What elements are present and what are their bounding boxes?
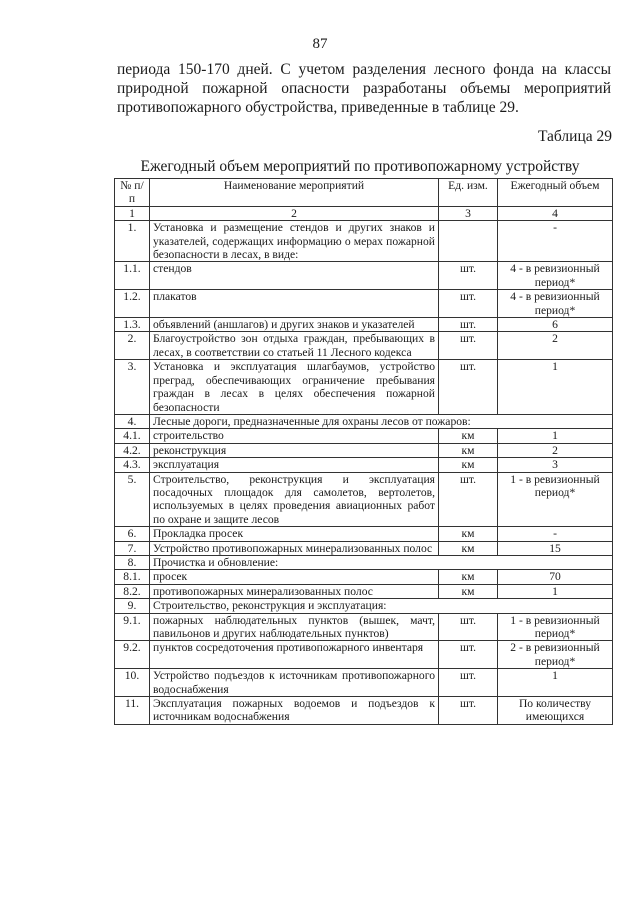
row-number-cell: 1. xyxy=(115,221,150,262)
row-unit-cell: км xyxy=(439,570,498,584)
row-unit-cell: шт. xyxy=(439,332,498,360)
row-number-cell: 3. xyxy=(115,360,150,415)
row-number-cell: 8. xyxy=(115,555,150,569)
column-number-cell: 3 xyxy=(439,206,498,220)
table-row xyxy=(115,414,613,428)
row-name-cell: противопожарных минерализованных полос xyxy=(150,584,439,598)
row-name-cell: Прочистка и обновление: xyxy=(150,555,613,569)
row-name-cell: пожарных наблюдательных пунктов (вышек, мачт, павильонов и других наблюдательных пунктов) xyxy=(150,613,439,641)
row-name-cell: Строительство, реконструкция и эксплуатация: xyxy=(150,599,613,613)
row-unit-cell: км xyxy=(439,458,498,472)
row-unit-cell: км xyxy=(439,541,498,555)
row-volume-cell: 1 xyxy=(498,669,613,697)
row-unit-cell: шт. xyxy=(439,641,498,669)
table-row xyxy=(115,221,613,262)
row-volume-cell: 4 - в ревизионный период* xyxy=(498,262,613,290)
row-volume-cell: 1 - в ревизионный период* xyxy=(498,472,613,527)
row-number-cell: 8.2. xyxy=(115,584,150,598)
intro-text: периода 150-170 дней. С учетом разделения лесного фонда на классы природной пожарной опасности разработаны объемы мероприятий противопожарного обустройства, приведенные в таблице 29. xyxy=(117,61,611,116)
table-row xyxy=(115,599,613,613)
column-number-cell: 1 xyxy=(115,206,150,220)
row-volume-cell: 2 xyxy=(498,332,613,360)
table-row xyxy=(115,669,613,697)
header-cell-volume: Ежегодный объем xyxy=(498,179,613,207)
page-number: 87 xyxy=(312,36,328,52)
row-name-cell: Установка и размещение стендов и других знаков и указателей, содержащих информацию о мерах пожарной безопасности в лесах, в виде: xyxy=(150,221,439,262)
row-volume-cell: 2 xyxy=(498,443,613,457)
row-name-cell: объявлений (аншлагов) и других знаков и указателей xyxy=(150,318,439,332)
row-number-cell: 4. xyxy=(115,414,150,428)
row-volume-cell: - xyxy=(498,221,613,262)
row-unit-cell: км xyxy=(439,429,498,443)
row-name-cell: Прокладка просек xyxy=(150,527,439,541)
row-name-cell: просек xyxy=(150,570,439,584)
header-cell-num: № п/п xyxy=(115,179,150,207)
table-row xyxy=(115,290,613,318)
row-number-cell: 8.1. xyxy=(115,570,150,584)
table-row xyxy=(115,584,613,598)
row-number-cell: 10. xyxy=(115,669,150,697)
row-number-cell: 4.3. xyxy=(115,458,150,472)
row-name-cell: плакатов xyxy=(150,290,439,318)
row-number-cell: 6. xyxy=(115,527,150,541)
row-volume-cell: 2 - в ревизионный период* xyxy=(498,641,613,669)
row-volume-cell: 70 xyxy=(498,570,613,584)
table-title: Ежегодный объем мероприятий по противопожарному устройству xyxy=(140,158,580,175)
row-volume-cell: 1 - в ревизионный период* xyxy=(498,613,613,641)
row-unit-cell: шт. xyxy=(439,262,498,290)
row-name-cell: Благоустройство зон отдыха граждан, пребывающих в лесах, в соответствии со статьей 11 Лесного кодекса xyxy=(150,332,439,360)
row-name-cell: Устройство подъездов к источникам противопожарного водоснабжения xyxy=(150,669,439,697)
row-name-cell: Эксплуатация пожарных водоемов и подъездов к источникам водоснабжения xyxy=(150,697,439,725)
row-volume-cell: 1 xyxy=(498,429,613,443)
row-name-cell: Устройство противопожарных минерализованных полос xyxy=(150,541,439,555)
table-row xyxy=(115,360,613,415)
row-unit-cell: шт. xyxy=(439,613,498,641)
table-row xyxy=(115,332,613,360)
row-number-cell: 9.2. xyxy=(115,641,150,669)
table-row xyxy=(115,641,613,669)
row-number-cell: 9. xyxy=(115,599,150,613)
table-row xyxy=(115,458,613,472)
header-cell-unit: Ед. изм. xyxy=(439,179,498,207)
row-name-cell: Лесные дороги, предназначенные для охраны лесов от пожаров: xyxy=(150,414,613,428)
row-number-cell: 7. xyxy=(115,541,150,555)
table-row xyxy=(115,262,613,290)
row-volume-cell: 15 xyxy=(498,541,613,555)
row-unit-cell: шт. xyxy=(439,697,498,725)
column-number-cell: 2 xyxy=(150,206,439,220)
table-label: Таблица 29 xyxy=(537,128,612,145)
row-name-cell: эксплуатация xyxy=(150,458,439,472)
column-number-cell: 4 xyxy=(498,206,613,220)
row-unit-cell: шт. xyxy=(439,290,498,318)
table-row xyxy=(115,555,613,569)
intro-paragraph xyxy=(117,60,611,117)
table-row xyxy=(115,697,613,725)
row-volume-cell: 6 xyxy=(498,318,613,332)
row-name-cell: реконструкция xyxy=(150,443,439,457)
column-number-row xyxy=(115,206,613,220)
row-number-cell: 5. xyxy=(115,472,150,527)
row-unit-cell: шт. xyxy=(439,669,498,697)
row-number-cell: 11. xyxy=(115,697,150,725)
row-unit-cell: км xyxy=(439,443,498,457)
header-cell-name: Наименование мероприятий xyxy=(150,179,439,207)
row-number-cell: 1.1. xyxy=(115,262,150,290)
table-row xyxy=(115,443,613,457)
row-volume-cell: 3 xyxy=(498,458,613,472)
row-unit-cell: шт. xyxy=(439,360,498,415)
row-name-cell: Установка и эксплуатация шлагбаумов, устройство преград, обеспечивающих ограничение пребывания граждан в лесах в целях обеспечения пожарной безопасности xyxy=(150,360,439,415)
row-number-cell: 2. xyxy=(115,332,150,360)
table-row xyxy=(115,570,613,584)
row-number-cell: 4.2. xyxy=(115,443,150,457)
row-volume-cell: По количеству имеющихся xyxy=(498,697,613,725)
row-number-cell: 9.1. xyxy=(115,613,150,641)
row-volume-cell: 1 xyxy=(498,584,613,598)
row-volume-cell: - xyxy=(498,527,613,541)
row-unit-cell: шт. xyxy=(439,318,498,332)
table-row xyxy=(115,527,613,541)
measures-table xyxy=(114,178,613,725)
row-unit-cell xyxy=(439,221,498,262)
row-number-cell: 1.3. xyxy=(115,318,150,332)
table-row xyxy=(115,472,613,527)
row-name-cell: строительство xyxy=(150,429,439,443)
table-body xyxy=(115,179,613,725)
table-row xyxy=(115,429,613,443)
row-unit-cell: км xyxy=(439,527,498,541)
row-volume-cell: 1 xyxy=(498,360,613,415)
row-name-cell: Строительство, реконструкция и эксплуатация посадочных площадок для самолетов, вертолетов, используемых в целях проведения авиационных работ по охране и защите лесов xyxy=(150,472,439,527)
row-name-cell: стендов xyxy=(150,262,439,290)
row-unit-cell: шт. xyxy=(439,472,498,527)
row-unit-cell: км xyxy=(439,584,498,598)
table-row xyxy=(115,318,613,332)
row-number-cell: 1.2. xyxy=(115,290,150,318)
row-name-cell: пунктов сосредоточения противопожарного инвентаря xyxy=(150,641,439,669)
table-row xyxy=(115,613,613,641)
table-header-row xyxy=(115,179,613,207)
row-volume-cell: 4 - в ревизионный период* xyxy=(498,290,613,318)
table-row xyxy=(115,541,613,555)
row-number-cell: 4.1. xyxy=(115,429,150,443)
